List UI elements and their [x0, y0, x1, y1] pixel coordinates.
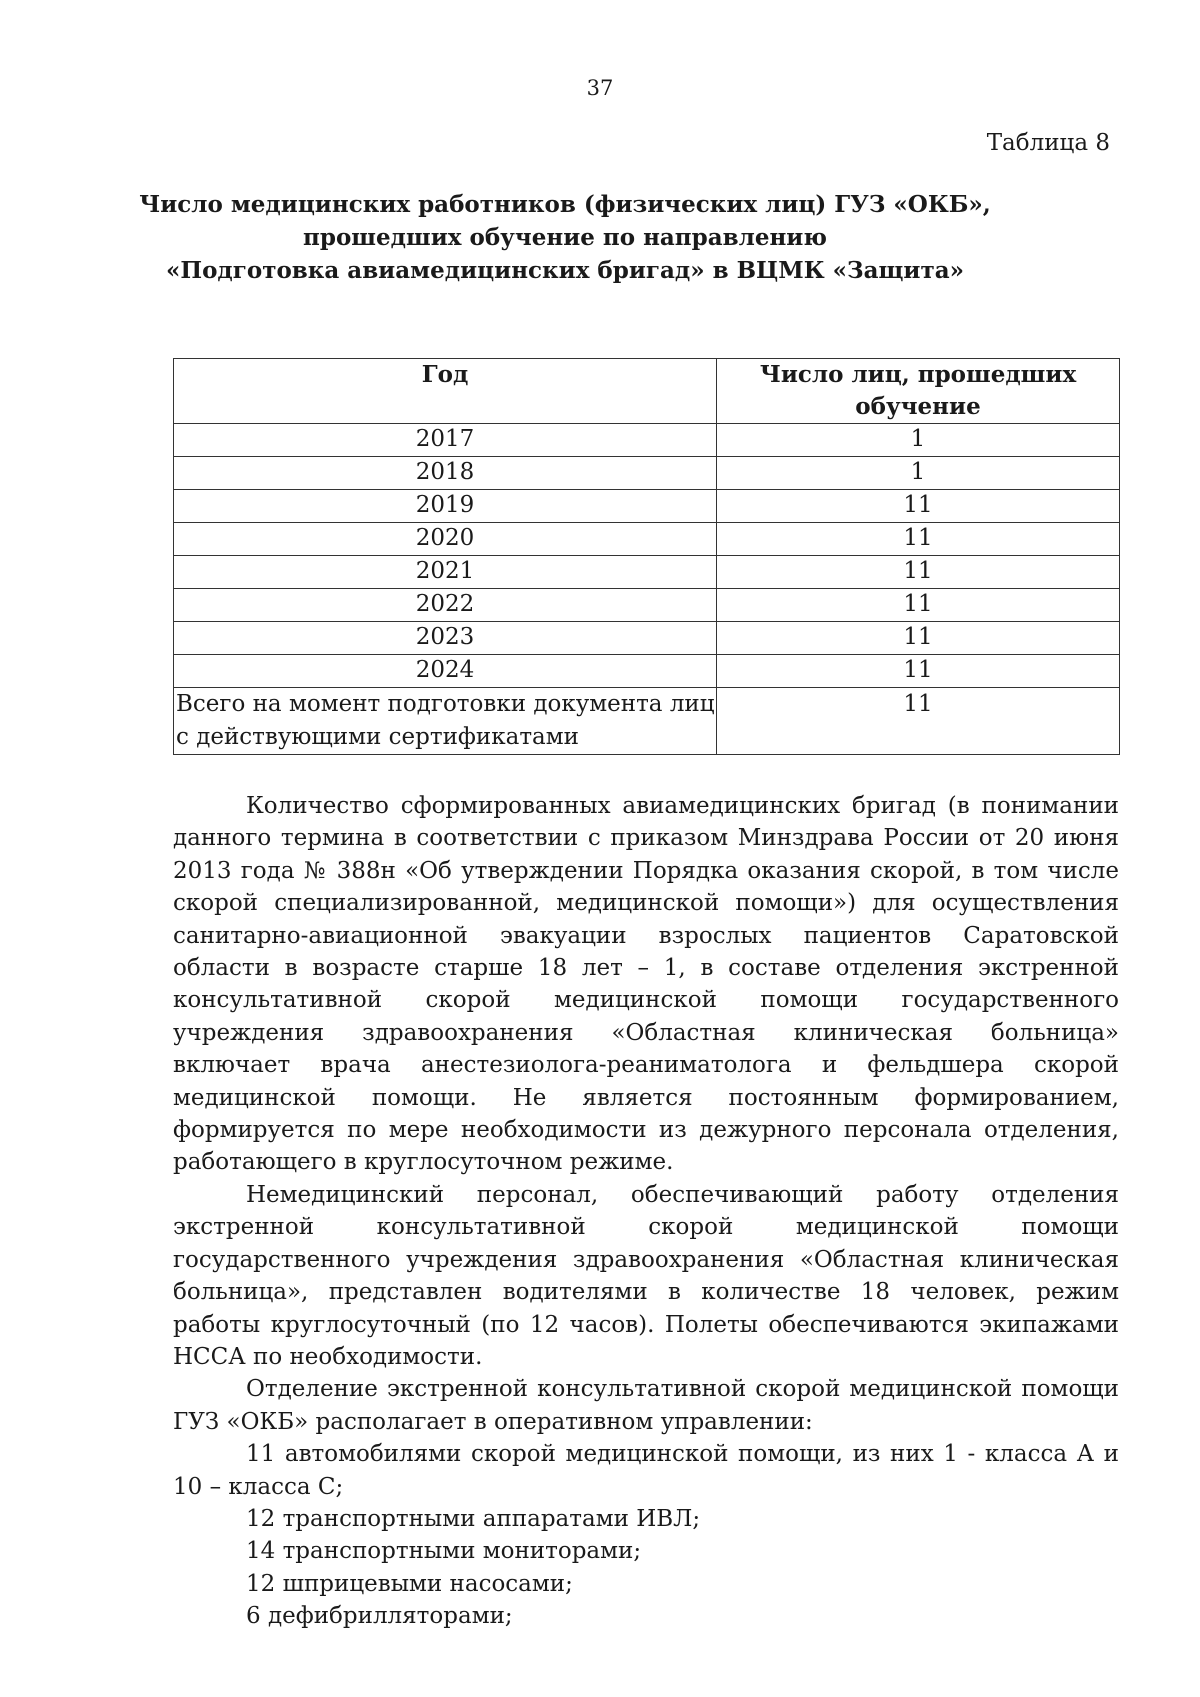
- year-cell: 2018: [174, 457, 717, 490]
- title-line: прошедших обучение по направлению: [303, 224, 827, 251]
- list-item: 12 шприцевыми насосами;: [246, 1570, 573, 1597]
- count-cell: 11: [717, 655, 1120, 688]
- table-row: [174, 457, 1120, 490]
- year-cell: 2017: [174, 424, 717, 457]
- paragraph: Количество сформированных авиамедицинских бригад (в понимании данного термина в соответствии с приказом Минздрава России от 20 июня 2013 года № 388н «Об утверждении Порядка оказания скорой, в том числе скорой специализированной, медицинской помощи») для осуществления санитарно-авиационной эвакуации взрослых пациентов Саратовской области в возрасте старше 18 лет – 1, в составе отделения экстренной консультативной скорой медицинской помощи государственного учреждения здравоохранения «Областная клиническая больница» включает врача анестезиолога-реаниматолога и фельдшера скорой медицинской помощи. Не является постоянным формированием, формируется по мере необходимости из дежурного персонала отделения, работающего в круглосуточном режиме.: [173, 793, 1119, 1176]
- paragraph: Отделение экстренной консультативной скорой медицинской помощи ГУЗ «ОКБ» располагает в оперативном управлении:: [173, 1376, 1119, 1435]
- table-row: [174, 556, 1120, 589]
- table-row: [174, 655, 1120, 688]
- title-line: Число медицинских работников (физических лиц) ГУЗ «ОКБ»,: [139, 191, 991, 218]
- year-cell: 2024: [174, 655, 717, 688]
- count-cell: 11: [717, 622, 1120, 655]
- count-cell: 11: [717, 523, 1120, 556]
- count-cell: 1: [717, 457, 1120, 490]
- title-line: «Подготовка авиамедицинских бригад» в ВЦМК «Защита»: [166, 257, 964, 284]
- year-cell: 2022: [174, 589, 717, 622]
- list-item: 12 транспортными аппаратами ИВЛ;: [246, 1505, 701, 1532]
- list-item: 14 транспортными мониторами;: [246, 1538, 642, 1565]
- table-header-row: [174, 359, 1120, 424]
- count-cell: 11: [717, 490, 1120, 523]
- year-cell: 2023: [174, 622, 717, 655]
- page-number: 37: [586, 76, 614, 100]
- table-caption: Таблица 8: [986, 130, 1110, 156]
- table-row: [174, 490, 1120, 523]
- table-row: [174, 589, 1120, 622]
- count-cell: 11: [717, 556, 1120, 589]
- count-cell: 1: [717, 424, 1120, 457]
- table-total-row: [174, 688, 1120, 755]
- table-row: [174, 424, 1120, 457]
- table-title: [130, 188, 1000, 287]
- header-year: Год: [174, 359, 717, 424]
- header-count: Число лиц, прошедших обучение: [717, 359, 1120, 424]
- year-cell: 2019: [174, 490, 717, 523]
- year-cell: 2020: [174, 523, 717, 556]
- table-row: [174, 622, 1120, 655]
- table-row: [174, 523, 1120, 556]
- year-cell: 2021: [174, 556, 717, 589]
- total-value: 11: [717, 688, 1120, 755]
- list-item: 6 дефибрилляторами;: [246, 1603, 513, 1630]
- total-label: Всего на момент подготовки документа лиц с действующими сертификатами: [174, 688, 717, 755]
- paragraph: Немедицинский персонал, обеспечивающий работу отделения экстренной консультативной скорой медицинской помощи государственного учреждения здравоохранения «Областная клиническая больница», представлен водителями в количестве 18 человек, режим работы круглосуточный (по 12 часов). Полеты обеспечиваются экипажами НССА по необходимости.: [173, 1181, 1119, 1370]
- count-cell: 11: [717, 589, 1120, 622]
- list-item: 11 автомобилями скорой медицинской помощи, из них 1 - класса А и 10 – класса С;: [173, 1441, 1119, 1500]
- training-table: [173, 358, 1120, 755]
- body-text: [173, 790, 1119, 1633]
